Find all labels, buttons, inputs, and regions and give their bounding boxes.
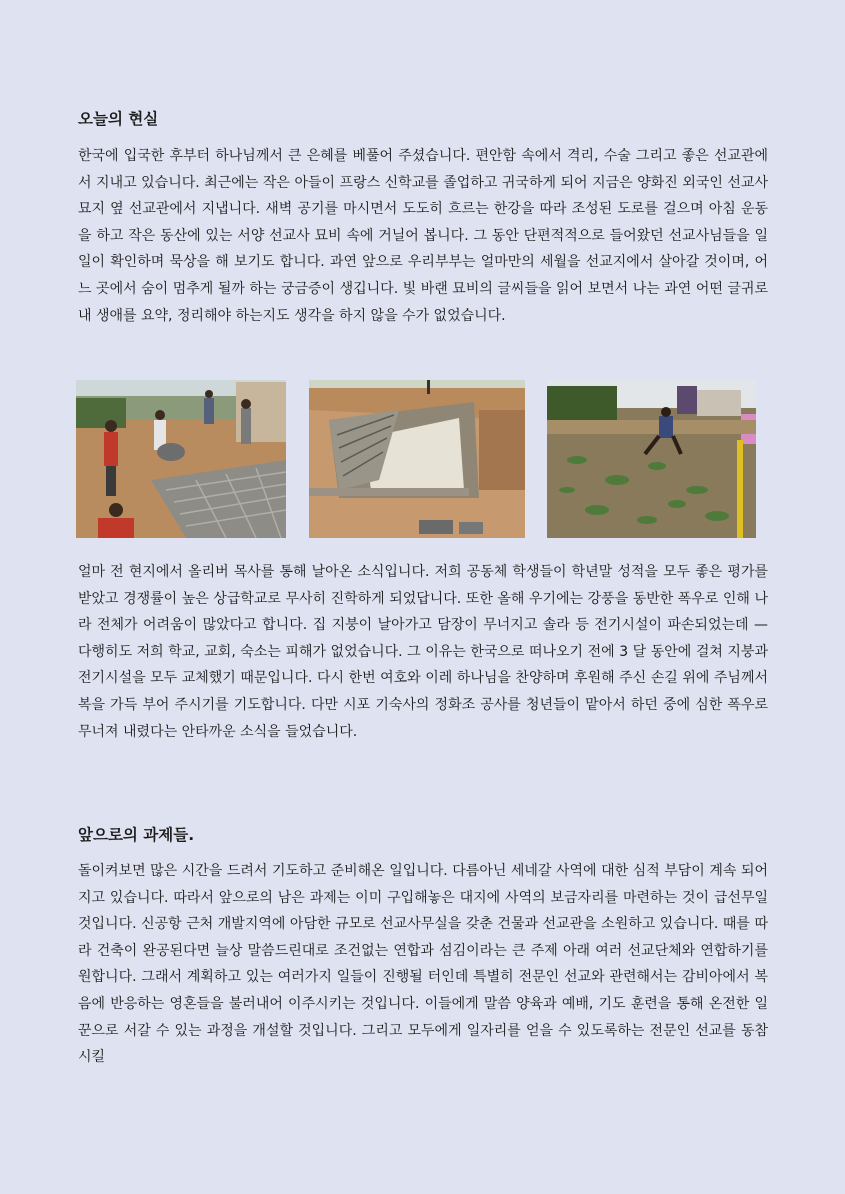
photo-collapsed-septic-tank	[309, 380, 525, 538]
photo-construction-workers	[76, 380, 286, 538]
section-heading-tasks: 앞으로의 과제들.	[78, 826, 195, 844]
paragraph-tasks-1: 돌이켜보면 많은 시간을 드려서 기도하고 준비해온 일입니다. 다름아닌 세네갈 사역에 대한 심적 부담이 계속 되어지고 있습니다. 따라서 앞으로의 남은 과제는 이미 구입해놓은 대지에 사역의 보금자리를 마련하는 것이 급선무일 것입니다. 신공항 근처 개발지역에 아담한 규모로 선교사무실을 갖춘 건물과 선교관을 소원하고 있습니다. 때를 따라 건축이 완공된다면 늘상 말씀드린대로 조건없는 연합과 섬김이라는 큰 주제 아래 여러 선교단체와 연합하기를 원합니다. 그래서 계획하고 있는 여러가지 일들이 진행될 터인데 특별히 전문인 선교와 관련해서는 감비아에서 복음에 반응하는 영혼들을 불러내어 이주시키는 것입니다. 이들에게 말씀 양육과 예배, 기도 훈련을 통해 온전한 일꾼으로 서갈 수 있는 과정을 개설할 것입니다. 그리고 모두에게 일자리를 얻을 수 있도록하는 전문인 선교를 동참시킬	[78, 863, 768, 1066]
paragraph-today-2: 얼마 전 현지에서 올리버 목사를 통해 날아온 소식입니다. 저희 공동체 학생들이 학년말 성적을 모두 좋은 평가를 받았고 경쟁률이 높은 상급학교로 무사히 진학하게 되었답니다. 또한 올해 우기에는 강풍을 동반한 폭우로 인해 나라 전체가 어려움이 많았다고 합니다. 집 지붕이 날아가고 담장이 무너지고 솔라 등 전기시설이 파손되었는데 — 다행히도 저희 학교, 교회, 숙소는 피해가 없었습니다. 그 이유는 한국으로 떠나오기 전에 3 달 동안에 걸쳐 지붕과 전기시설을 모두 교체했기 때문입니다. 다시 한번 여호와 이레 하나님을 찬양하며 후원해 주신 손길 위에 주님께서 복을 가득 부어 주시기를 기도합니다. 다만 시포 기숙사의 정화조 공사를 청년들이 맡아서 하던 중에 심한 폭우로 무너져 내렸다는 안타까운 소식을 들었습니다.	[78, 564, 768, 740]
photo-storm-debris	[547, 380, 756, 538]
paragraph-today-1: 한국에 입국한 후부터 하나님께서 큰 은혜를 베풀어 주셨습니다. 편안함 속에서 격리, 수술 그리고 좋은 선교관에서 지내고 있습니다. 최근에는 작은 아들이 프랑스 신학교를 졸업하고 귀국하게 되어 지금은 양화진 외국인 선교사 묘지 옆 선교관에서 지냅니다. 새벽 공기를 마시면서 도도히 흐르는 한강을 따라 조성된 도로를 걸으며 아침 운동을 하고 작은 동산에 있는 서양 선교사 묘비 속에 거닐어 봅니다. 그 동안 단편적적으로 들어왔던 선교사님들을 일일이 확인하며 묵상을 해 보기도 합니다. 과연 앞으로 우리부부는 얼마만의 세월을 선교지에서 살아갈 것이며, 어느 곳에서 숨이 멈추게 될까 하는 궁금증이 생깁니다. 빛 바랜 묘비의 글씨들을 읽어 보면서 나는 과연 어떤 글귀로 내 생애를 요약, 정리해야 하는지도 생각을 하지 않을 수가 없었습니다.	[78, 148, 768, 324]
section-heading-today: 오늘의 현실	[78, 110, 159, 128]
